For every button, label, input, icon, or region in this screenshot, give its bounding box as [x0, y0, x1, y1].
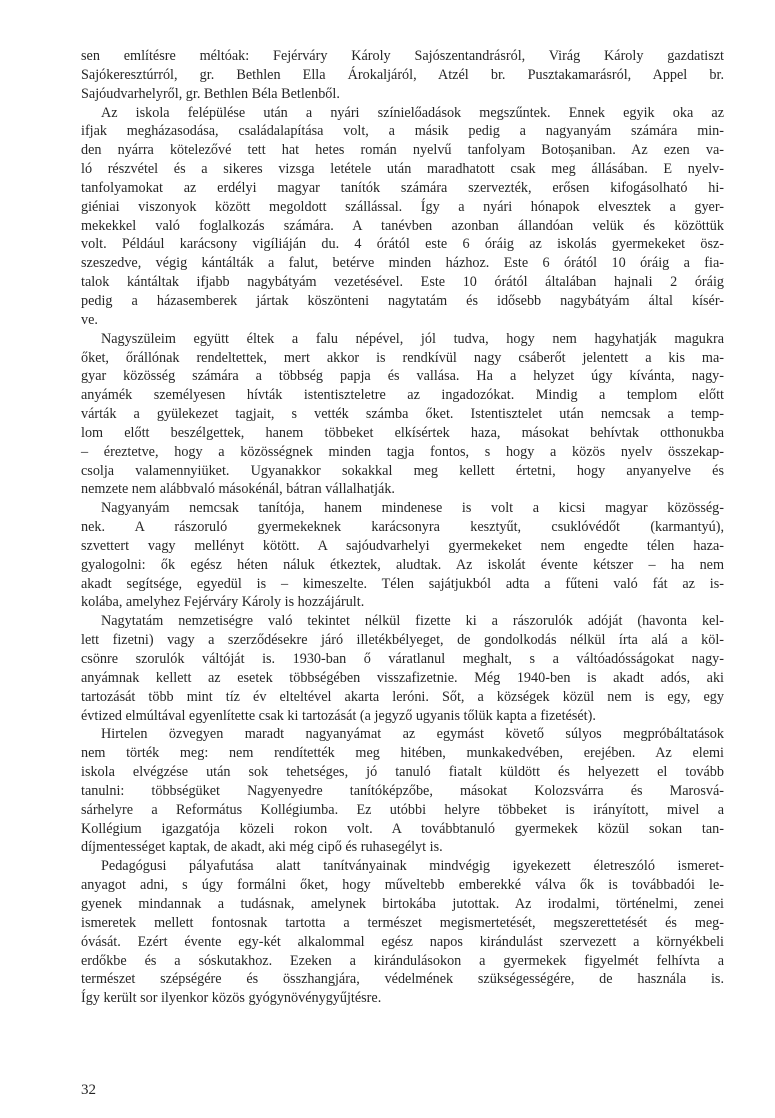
text-line: évtized elmúltával egyenlítette csak ki tartozását (a jegyző ugyanis tőlük kapta a fizetését). [81, 707, 596, 724]
text-line: természet szépségére és összhangjára, védelmének szükségességére, de használa is. [81, 971, 724, 988]
text-line: nek. A rászoruló gyermekeknek karácsonyra kesztyűt, csuklóvédőt (karmantyú), [81, 519, 724, 536]
text-line: giéniai viszonyok között megoldott szállással. Így a nyári hónapok elvesztek a gyer- [81, 198, 724, 215]
paragraph [81, 104, 724, 330]
text-line: nem törték meg: nem rendítették meg hitében, munkakedvében, erejében. Az elemi [81, 745, 724, 762]
text-line: kolába, amelyhez Fejérváry Károly is hozzájárult. [81, 594, 365, 611]
page-body [81, 47, 724, 1008]
text-line: tartozását több mint tíz év elteltével akarta leróni. Sőt, a községek közül nem is egy, egy [81, 688, 724, 705]
text-line: szvettert vagy mellényt kötött. A sajóudvarhelyi gyermekeket nem engedte télen haza- [81, 537, 724, 554]
text-line: gyalogolni: ők egész héten náluk étkeztek, aludtak. Az iskolát évente kétszer – ha nem [81, 556, 724, 573]
text-line: nemzete nem alábbvaló másokénál, bátran vállalhatják. [81, 481, 395, 498]
text-line: Kollégium igazgatója közeli rokon volt. A továbbtanuló gyermekek közül sokan tan- [81, 820, 724, 837]
paragraph [81, 857, 724, 1008]
text-line: anyagot adni, s úgy formálni őket, hogy műveltebb emberekké válva ők is továbbadói le- [81, 877, 724, 894]
text-line: anyámnak kellett az esetek többségében visszafizetnie. Még 1940-ben is akadt adós, aki [81, 669, 724, 686]
text-line: gyar közösség számára a többség papja és vallása. Ha a helyzet úgy kívánta, nagy- [81, 368, 724, 385]
text-line: szeszedve, végig kántálták a falut, betérve minden házhoz. Este 6 órától 10 óráig a fia- [81, 255, 724, 272]
text-line: Nagytatám nemzetiségre való tekintet nélkül fizette ki a rászorulók adóját (havonta kel- [101, 613, 724, 630]
text-line: tanulni: többségüket Nagyenyedre tanítóképzőbe, másokat Kolozsvárra és Marosvá- [81, 782, 724, 799]
paragraph [81, 47, 724, 104]
paragraph [81, 725, 724, 857]
text-line: pedig a házasemberek jártak köszönteni nagytatám és idősebb nagybátyám által kísér- [81, 292, 724, 309]
text-line: talok kántáltak ifjabb nagybátyám vezetésével. Este 10 órától általában hajnali 2 óráig [81, 274, 724, 291]
text-line: volt. Például karácsony vigíliáján du. 4 órától este 6 óráig az iskolás gyermekeket ösz- [81, 236, 724, 253]
page-number: 32 [81, 1082, 96, 1098]
text-line: sárhelyre a Református Kollégiumba. Ez utóbbi helyre többeket is irányított, mivel a [81, 801, 724, 818]
text-line: óvását. Ezért évente egy-két alkalommal egész napos kirándulást szervezett a környékbeli [81, 933, 724, 950]
text-line: Hirtelen özvegyen maradt nagyanyámat az egymást követő súlyos megpróbáltatások [101, 726, 724, 743]
text-line: lett fizetni) vagy a szerződésekre járó illetékbélyeget, de gondolkodás nélkül írta alá a köl- [81, 632, 724, 649]
text-line: ve. [81, 311, 98, 328]
text-line: várták a gyülekezet tagjait, s vették számba őket. Istentisztelet után nemcsak a temp- [81, 406, 724, 423]
text-line: Pedagógusi pályafutása alatt tanítványainak mindvégig igyekezett életreszóló ismeret- [101, 858, 724, 875]
text-line: csolja valamennyiüket. Ugyanakkor sokakkal meg kellett értetni, hogy anyanyelve és [81, 462, 724, 479]
paragraph [81, 330, 724, 500]
paragraph [81, 612, 724, 725]
text-line: Sajóudvarhelyről, gr. Bethlen Béla Betlenből. [81, 85, 340, 102]
text-line: csönre szorulók váltóját is. 1930-ban ő váratlanul meghalt, s a váltóadósságokat nagy- [81, 651, 724, 667]
text-line: tanfolyamokat az erdélyi magyar tanítók számára szervezték, erősen kifogásolható hi- [81, 179, 724, 196]
text-line: Nagyanyám nemcsak tanítója, hanem mindenese is volt a kicsi magyar közösség- [101, 500, 724, 517]
text-line: – éreztetve, hogy a közösségnek minden tagja fontos, s hogy a közös nyelv összekap- [81, 443, 724, 460]
text-line: ifjak megházasodása, családalapítása volt, a másik pedig a nagyanyám számára min- [81, 123, 724, 140]
text-line: Az iskola felépülése után a nyári színielőadások megszűntek. Ennek egyik oka az [101, 104, 724, 121]
text-line: erdőkbe és a sóskutakhoz. Ezeken a kirándulásokon a gyermekek figyelmét felhívta a [81, 952, 724, 969]
text-line: ismeretek mellett fontosnak tartotta a természet megismertetését, megszerettetését és meg- [81, 914, 724, 931]
text-line: Így került sor ilyenkor közös gyógynövénygyűjtésre. [81, 990, 382, 1007]
text-line: lom előtt beszélgettek, hanem többeket elkísértek haza, másokat behívtak otthonukba [81, 424, 724, 441]
text-line: mekekkel való foglalkozás számára. A tanévben azonban állandóan velük és közöttük [81, 217, 724, 234]
text-line: akadt segítsége, egyedül is – kimeszelte. Télen sajátjukból adta a fűteni való fát az is- [81, 575, 724, 592]
text-line: iskola elvégzése után sok tehetséges, jó tanuló fiatalt küldött és helyezett el tovább [81, 764, 724, 781]
text-line: sen említésre méltóak: Fejérváry Károly Sajószentandrásról, Virág Károly gazdatiszt [81, 48, 724, 64]
text-line: gyenek mindannak a tudásnak, amelynek birtokába jutottak. Az irodalmi, történelmi, zenei [81, 895, 724, 912]
text-line: díjmentességet kaptak, de akadt, aki még cipő és ruhasegélyt is. [81, 839, 443, 856]
text-line: ló részvétel és a sikeres vizsga letétele után maradhatott csak meg állásában. E nyelv- [81, 161, 724, 178]
text-line: Sajókeresztúrról, gr. Bethlen Ella Árokaljáról, Atzél br. Pusztakamarásról, Appel br. [81, 66, 724, 83]
text-line: anyámék személyesen hívták istentiszteletre az ingadozókat. Mindig a templom előtt [81, 387, 724, 404]
text-line: Nagyszüleim együtt éltek a falu népével, jól tudva, hogy nem hagyhatják magukra [101, 330, 724, 347]
text-line: őket, őrállónak rendeltettek, mert akkor is rendkívül nagy csáberőt jelentett a kis ma- [81, 349, 724, 366]
text-body [81, 47, 724, 1008]
text-line: den nyárra kötelezővé tett hat hetes román nyelvű tanfolyam Botoșaniban. Az ezen va- [81, 142, 724, 159]
paragraph [81, 499, 724, 612]
